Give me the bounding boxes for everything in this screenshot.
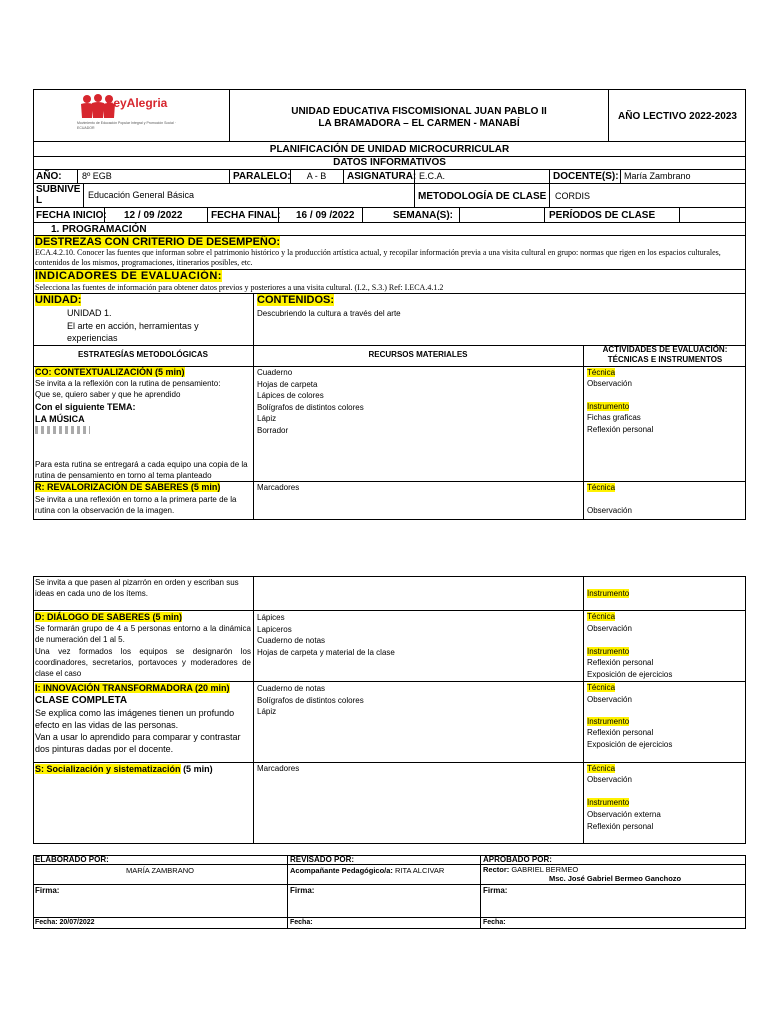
s-instrumento-2: Reflexión personal bbox=[587, 822, 654, 831]
resource-item: Cuaderno bbox=[257, 368, 293, 377]
d-tecnica-value: Observación bbox=[587, 624, 632, 633]
fecha-2: Fecha: bbox=[290, 919, 313, 926]
cont-instrumento: Instrumento bbox=[587, 589, 630, 598]
resource-item: Borrador bbox=[257, 425, 289, 435]
paralelo-label: PARALELO: bbox=[233, 171, 291, 182]
divider bbox=[544, 207, 545, 222]
s-title-text: S: Socialización y sistematización bbox=[35, 764, 181, 774]
contenidos-text: Descubriendo la cultura a través del arte bbox=[257, 309, 401, 318]
aprobado-line bbox=[483, 865, 578, 874]
asignatura-value: E.C.A. bbox=[419, 171, 446, 181]
s-instrumento-1: Observación externa bbox=[587, 810, 661, 819]
divider bbox=[33, 207, 746, 208]
destrezas-text: ECA.4.2.10. Conocer las fuentes que informan sobre el patrimonio histórico y la producción artística actual, y recopilar información previa a una visita cultural en grupo: normas que rigen en los espacios culturales, contenidos de los mismos, programaciones, itinerarios posibles, etc. bbox=[35, 248, 721, 267]
aprobado-label: APROBADO POR: bbox=[483, 855, 552, 864]
fecha-final-label: FECHA FINAL: bbox=[211, 210, 281, 221]
school-name: UNIDAD EDUCATIVA FISCOMISIONAL JUAN PABLO II bbox=[291, 106, 547, 117]
school-year: AÑO LECTIVO 2022-2023 bbox=[618, 111, 737, 122]
i-line1: CLASE COMPLETA bbox=[35, 695, 128, 706]
r-title: R: REVALORIZACIÓN DE SABERES (5 min) bbox=[35, 482, 221, 492]
fecha-inicio-value: 12 / 09 /2022 bbox=[124, 210, 183, 221]
r-text: Se invita a una reflexión en torno a la primera parte de la rutina con la observación de la imagen. bbox=[35, 495, 237, 515]
cont-text: Se invita a que pasen al pizarrón en orden y escriban sus ideas en cada uno de los ítems. bbox=[35, 578, 239, 598]
firma-3: Firma: bbox=[483, 886, 508, 895]
divider bbox=[77, 169, 78, 183]
docente-value: María Zambrano bbox=[624, 171, 691, 181]
s-title bbox=[35, 764, 213, 774]
logo-subtitle: Movimiento de Educación Popular Integral y Promoción Social · ECUADOR bbox=[77, 121, 176, 130]
plan-title: PLANIFICACIÓN DE UNIDAD MICROCURRICULAR bbox=[269, 144, 510, 155]
aprobado-role: Rector: bbox=[483, 865, 510, 874]
divider bbox=[33, 864, 746, 865]
divider bbox=[33, 610, 746, 611]
co-instrumento-1: Fichas graficas bbox=[587, 413, 641, 422]
r-tecnica-label: Técnica bbox=[587, 483, 616, 492]
co-line1: Se invita a la reflexión con la rutina de pensamiento: bbox=[35, 379, 221, 388]
col-header-recursos: RECURSOS MATERIALES bbox=[368, 350, 468, 359]
co-line5: Para esta rutina se entregará a cada equipo una copia de la rutina de pensamiento en torno al tema planteado bbox=[35, 460, 248, 480]
contenidos-label: CONTENIDOS: bbox=[257, 294, 334, 306]
divider bbox=[414, 183, 415, 207]
revisado-name: RITA ALCIVAR bbox=[392, 866, 445, 875]
fecha-inicio-label: FECHA INICIO: bbox=[36, 210, 107, 221]
d-tecnica-label: Técnica bbox=[587, 612, 616, 621]
docente-label: DOCENTE(S): bbox=[553, 171, 619, 182]
fecha-3: Fecha: bbox=[483, 919, 506, 926]
d-text1: Se formarán grupo de 4 a 5 personas entorno a la dinámica de numeración del 1 al 5. bbox=[35, 624, 251, 644]
divider bbox=[33, 884, 746, 885]
co-instrumento-label: Instrumento bbox=[587, 402, 630, 411]
divider bbox=[549, 183, 550, 207]
s-title-suffix: (5 min) bbox=[180, 764, 213, 774]
programacion-heading: 1. PROGRAMACIÓN bbox=[51, 224, 147, 235]
divider bbox=[33, 293, 746, 294]
divider bbox=[253, 293, 254, 520]
resource-item: Cuaderno de notas bbox=[257, 684, 326, 693]
co-line4: LA MÚSICA bbox=[35, 414, 85, 424]
s-instrumento-label: Instrumento bbox=[587, 798, 630, 807]
logo-text: FeyAlegria bbox=[106, 96, 168, 110]
unidad-label: UNIDAD: bbox=[35, 294, 82, 306]
d-instrumento-2: Exposición de ejercicios bbox=[587, 670, 673, 679]
s-tecnica-label: Técnica bbox=[587, 764, 616, 773]
d-instrumento-1: Reflexión personal bbox=[587, 658, 654, 667]
resource-item: Bolígrafos de distintos colores bbox=[257, 695, 364, 705]
divider bbox=[33, 917, 746, 918]
divider bbox=[343, 169, 344, 183]
d-title: D: DIÁLOGO DE SABERES (5 min) bbox=[35, 612, 183, 622]
i-instrumento-label: Instrumento bbox=[587, 717, 630, 726]
d-text2: Una vez formados los equipos se designarón los coordinadores, secretarios, portavoces y moderadores de clase el caso bbox=[35, 647, 251, 678]
aprobado-title: Msc. José Gabriel Bermeo Ganchozo bbox=[549, 874, 682, 883]
resource-item: Bolígrafos de distintos colores bbox=[257, 402, 364, 412]
school-location: LA BRAMADORA – EL CARMEN - MANABÍ bbox=[318, 118, 520, 129]
col-header-estrategias: ESTRATEGÍAS METODOLÓGICAS bbox=[78, 350, 208, 359]
indicadores-label: INDICADORES DE EVALUACIÓN: bbox=[35, 270, 222, 282]
firma-1: Firma: bbox=[35, 886, 60, 895]
subnivel-label: SUBNIVE L bbox=[36, 184, 81, 206]
divider bbox=[414, 169, 415, 183]
divider bbox=[583, 576, 584, 844]
plan-subtitle: DATOS INFORMATIVOS bbox=[333, 157, 446, 168]
co-instrumento-2: Reflexión personal bbox=[587, 425, 654, 434]
semanas-label: SEMANA(S): bbox=[393, 210, 453, 221]
divider bbox=[104, 207, 105, 222]
co-line3: Con el siguiente TEMA: bbox=[35, 402, 136, 412]
i-line3: Van a usar lo aprendido para comparar y contrastar dos pinturas dadas por el docente. bbox=[35, 732, 241, 754]
periodos-label: PERÍODOS DE CLASE bbox=[549, 210, 656, 221]
i-instrumento-1: Reflexión personal bbox=[587, 728, 654, 737]
divider bbox=[33, 762, 746, 763]
resource-item: Hojas de carpeta bbox=[257, 379, 318, 389]
fecha-1: Fecha: 20/07/2022 bbox=[35, 919, 95, 926]
resource-item: Cuaderno de notas bbox=[257, 636, 326, 645]
destrezas-label: DESTREZAS CON CRITERIO DE DESEMPEÑO: bbox=[35, 236, 281, 248]
divider bbox=[33, 183, 746, 184]
co-tecnica-label: Técnica bbox=[587, 368, 616, 377]
divider bbox=[679, 207, 680, 222]
divider bbox=[33, 681, 746, 682]
r-resources: Marcadores bbox=[257, 483, 300, 492]
resource-item: Lápiz bbox=[257, 414, 277, 423]
divider bbox=[253, 576, 254, 844]
i-tecnica-value: Observación bbox=[587, 695, 632, 704]
col-header-actividades: ACTIVIDADES DE EVALUACIÓN: TÉCNICAS E INSTRUMENTOS bbox=[602, 345, 728, 364]
co-resources bbox=[257, 367, 364, 436]
i-tecnica-label: Técnica bbox=[587, 683, 616, 692]
unidad-line1: UNIDAD 1. bbox=[67, 308, 112, 318]
i-title: I: INNOVACIÓN TRANSFORMADORA (20 min) bbox=[35, 683, 230, 693]
indicadores-text: Selecciona las fuentes de información para obtener datos previos y posteriores a una visita cultural. (I.2., S.3.) Ref: I.ECA.4.1.2 bbox=[35, 283, 444, 292]
paralelo-value: A - B bbox=[306, 171, 327, 181]
metodologia-label: METODOLOGÍA DE CLASE bbox=[418, 191, 547, 202]
divider bbox=[33, 222, 746, 223]
co-line2: Que se, quiero saber y que he aprendido bbox=[35, 390, 181, 399]
unidad-line2: El arte en acción, herramientas y experiencias bbox=[67, 321, 199, 343]
divider bbox=[83, 183, 84, 207]
divider bbox=[620, 169, 621, 183]
metodologia-value: CORDIS bbox=[555, 191, 591, 201]
revisado-role: Acompañante Pedagógico/a: bbox=[290, 866, 393, 875]
s-tecnica-value: Observación bbox=[587, 775, 632, 784]
i-line2: Se explica como las imágenes tienen un profundo efecto en las vidas de las personas. bbox=[35, 708, 235, 730]
i-resources bbox=[257, 683, 364, 718]
divider bbox=[362, 207, 363, 222]
resource-item: Lápices bbox=[257, 613, 285, 622]
divider bbox=[229, 169, 230, 183]
divider bbox=[207, 207, 208, 222]
resource-item: Lápiz bbox=[257, 707, 277, 716]
subnivel-value: Educación General Básica bbox=[88, 190, 195, 200]
s-resources: Marcadores bbox=[257, 764, 300, 773]
divider bbox=[583, 345, 584, 520]
co-image bbox=[35, 426, 90, 434]
school-logo bbox=[76, 93, 186, 133]
ano-value: 8º EGB bbox=[82, 171, 112, 181]
divider bbox=[278, 207, 279, 222]
elaborado-name: MARÍA ZAMBRANO bbox=[126, 866, 194, 875]
elaborado-label: ELABORADO POR: bbox=[35, 855, 109, 864]
co-title: CO: CONTEXTUALIZACIÓN (5 min) bbox=[35, 367, 185, 377]
divider bbox=[549, 169, 550, 183]
asignatura-label: ASIGNATURA: bbox=[347, 171, 417, 182]
revisado-line bbox=[290, 866, 444, 875]
firma-2: Firma: bbox=[290, 886, 315, 895]
d-resources bbox=[257, 612, 395, 658]
ano-label: AÑO: bbox=[36, 171, 62, 182]
resource-item: Lapiceros bbox=[257, 624, 292, 634]
divider bbox=[459, 207, 460, 222]
fecha-final-value: 16 / 09 /2022 bbox=[296, 210, 355, 221]
resource-item: Lápices de colores bbox=[257, 391, 324, 400]
divider bbox=[33, 169, 746, 170]
d-instrumento-label: Instrumento bbox=[587, 647, 630, 656]
i-instrumento-2: Exposición de ejercicios bbox=[587, 740, 673, 749]
co-tecnica-value: Observación bbox=[587, 379, 632, 388]
revisado-label: REVISADO POR: bbox=[290, 855, 355, 864]
resource-item: Hojas de carpeta y material de la clase bbox=[257, 647, 395, 657]
r-tecnica-value: Observación bbox=[587, 506, 632, 515]
aprobado-name: GABRIEL BERMEO bbox=[509, 865, 579, 874]
